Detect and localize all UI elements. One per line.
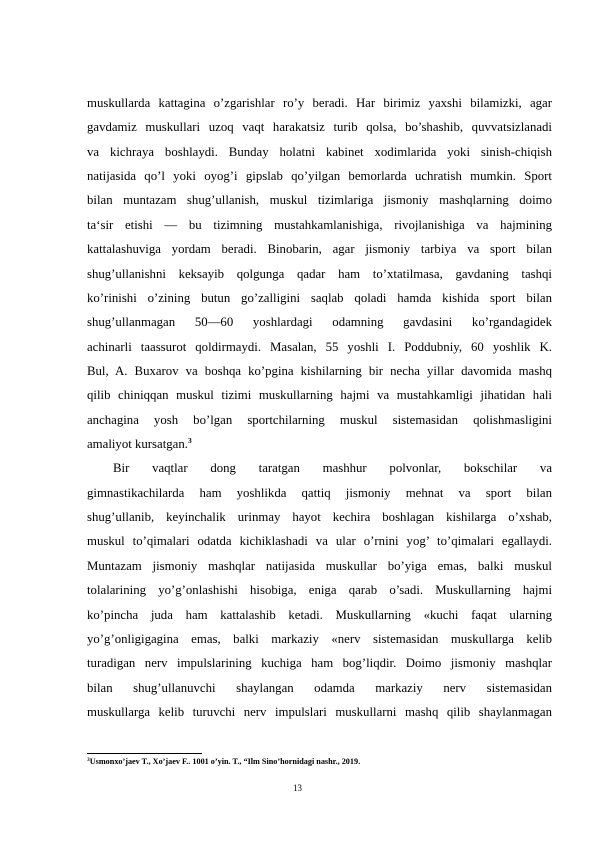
text-line: ko’pincha juda ham kattalashib ketadi. Muskullarning «kuchi faqat ularning — [87, 607, 552, 622]
text-line: gimnastikachilarda ham yoshlikda qattiq jismoniy mehnat va sport bilan — [87, 485, 552, 500]
text-line: kattalashuviga yordam beradi. Binobarin, agar jismoniy tarbiya va sport bilan — [87, 242, 552, 257]
text-line: muskul to’qimalari odatda kichiklashadi va ular o’rnini yog’ to’qimalari egallaydi. — [87, 534, 552, 549]
text-line: achinarli taassurot qoldirmaydi. Masalan, 55 yoshli I. Poddubniy, 60 yoshlik K. — [87, 339, 552, 354]
text-line: shug’ullanmagan 50—60 yoshlardagi odamning gavdasini ko’rgandagidek — [87, 315, 552, 330]
text-line: turadigan nerv impulslarining kuchiga ham bog’liqdir. Doimo jismoniy mashqlar — [87, 656, 552, 671]
footnote-divider — [87, 753, 202, 754]
text-line: bilan muntazam shug’ullanish, muskul tizimlariga jismoniy mashqlarning doimo — [87, 193, 552, 208]
text-line: ta‘sir etishi — bu tizimning mustahkamlanishiga, rivojlanishiga va hajmining — [87, 217, 552, 232]
footnote-text: Usmonxo’jaev T., Xo’jaev F.. 1001 o’yin. T., “Ilm Sino’hornidagi nashr., 2019. — [89, 757, 361, 766]
footnote-marker: 3 — [87, 757, 90, 763]
text-line: va kichraya boshlaydi. Bunday holatni kabinet xodimlarida yoki sinish-chiqish — [87, 144, 552, 159]
text-line: bilan shug’ullanuvchi shaylangan odamda markaziy nerv sistemasidan — [87, 680, 552, 695]
text-line: muskullarga kelib turuvchi nerv impulslari muskullarni mashq qilib shaylanmagan — [87, 704, 552, 719]
text-line: shug’ullanib, keyinchalik urinmay hayot kechira boshlagan kishilarga o’xshab, — [87, 510, 552, 525]
body-text — [87, 91, 552, 724]
text-line: tolalarining yo’g’onlashishi hisobiga, eniga qarab o’sadi. Muskullarning hajmi — [87, 583, 552, 598]
paragraph-end-line — [87, 432, 552, 456]
text-line: ko’rinishi o’zining butun go’zalligini saqlab qoladi hamda kishida sport bilan — [87, 290, 552, 305]
text-line: anchagina yosh bo’lgan sportchilarning muskul sistemasidan qolishmasligini — [87, 412, 552, 427]
text-line: gavdamiz muskullari uzoq vaqt harakatsiz turib qolsa, bo’shashib, quvvatsizlanadi — [87, 120, 552, 135]
text-line: muskullarda kattagina o’zgarishlar ro’y beradi. Har birimiz yaxshi bilamizki, agar — [87, 96, 552, 110]
text-line: shug’ullanishni keksayib qolgunga qadar ham to’xtatilmasa, gavdaning tashqi — [87, 266, 552, 281]
text-line: Bul, A. Buxarov va boshqa ko’pgina kishilarning bir necha yillar davomida mashq — [87, 363, 552, 378]
text-line-content: amaliyot kursatgan. — [87, 437, 188, 452]
paragraph-start-line: Bir vaqtlar dong taratgan mashhur polvonlar, bokschilar va — [113, 461, 552, 476]
text-line: Muntazam jismoniy mashqlar natijasida muskullar bo’yiga emas, balki muskul — [87, 558, 552, 573]
footnote — [87, 756, 552, 767]
text-line: qilib chiniqqan muskul tizimi muskullarning hajmi va mustahkamligi jihatidan hali — [87, 388, 552, 403]
text-line: natijasida qo’l yoki oyog’i gipslab qo’yilgan bemorlarda uchratish mumkin. Sport — [87, 169, 552, 184]
text-line: yo’g’onligigagina emas, balki markaziy «nerv sistemasidan muskullarga kelib — [87, 631, 552, 646]
footnote-reference[interactable]: 3 — [187, 436, 192, 446]
page-number: 13 — [293, 783, 302, 793]
